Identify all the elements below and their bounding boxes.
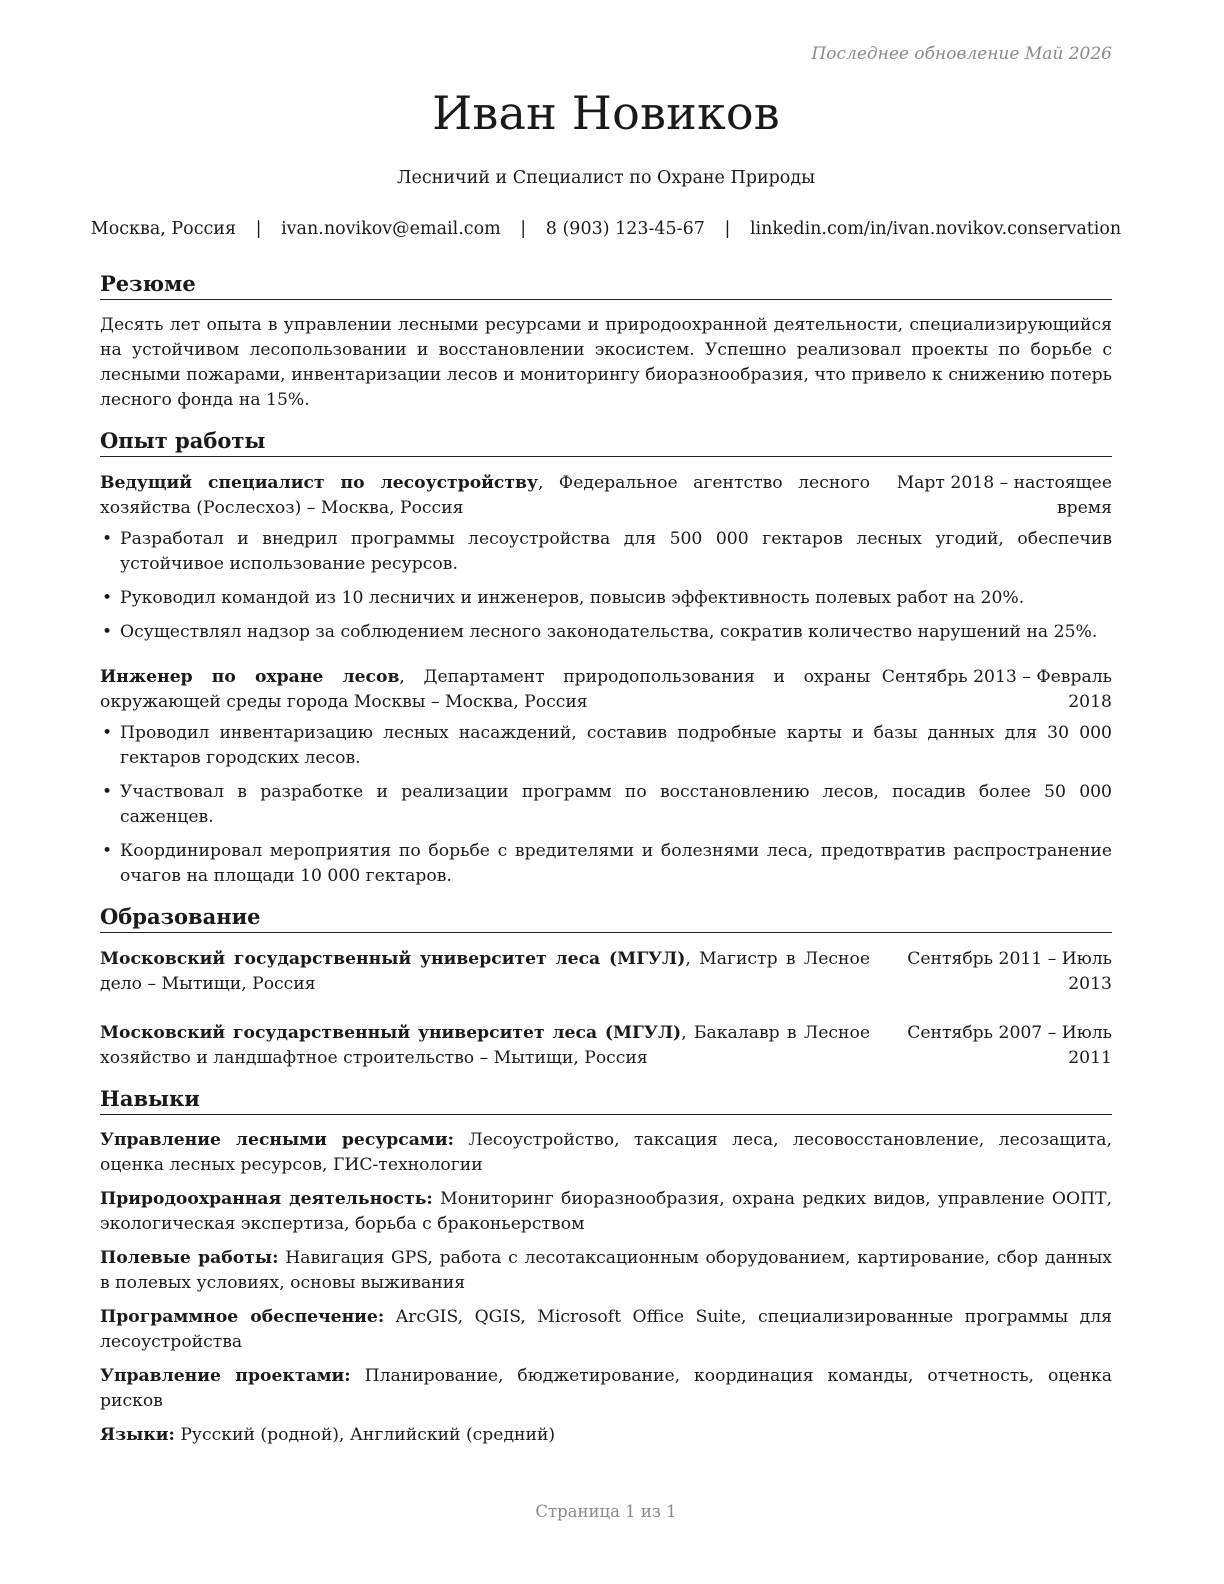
bullet-text: Координировал мероприятия по борьбе с вредителями и болезнями леса, предотвратив распространение очагов на площади 10 000 гектаров.: [120, 841, 1112, 886]
skills-section: [100, 1085, 1112, 1448]
skill-label: Языки:: [100, 1425, 175, 1445]
skill-text: Навигация GPS, работа с лесотаксационным оборудованием, картирование, сбор данных в полевых условиях, основы выживания: [100, 1248, 1112, 1293]
education-school: Московский государственный университет леса (МГУЛ): [100, 949, 686, 969]
contact-separator: |: [724, 219, 731, 239]
skill-label: Программное обеспечение:: [100, 1307, 385, 1327]
bullet-item: [100, 586, 1112, 611]
experience-section: [100, 427, 1112, 889]
section-heading-education: Образование: [100, 903, 1112, 933]
experience-bullets: [100, 527, 1112, 645]
skill-text: Мониторинг биоразнообразия, охрана редких видов, управление ООПТ, экологическая экспертиза, борьба с браконьерством: [100, 1189, 1112, 1234]
bullet-icon: •: [102, 723, 113, 743]
section-heading-skills: Навыки: [100, 1085, 1112, 1115]
page-number: Страница 1 из 1: [535, 1502, 677, 1521]
contact-phone[interactable]: 8 (903) 123-45-67: [545, 219, 705, 239]
experience-role: Ведущий специалист по лесоустройству: [100, 473, 538, 493]
education-dates: Сентябрь 2007 – Июль 2011: [907, 1023, 1112, 1068]
experience-position: [100, 471, 870, 521]
bullet-item: [100, 721, 1112, 771]
bullet-icon: •: [102, 622, 113, 642]
education-entry-header: [100, 947, 1112, 997]
bullet-text: Участвовал в разработке и реализации программ по восстановлению лесов, посадив более 50 000 саженцев.: [120, 782, 1112, 827]
skill-text: ArcGIS, QGIS, Microsoft Office Suite, специализированные программы для лесоустройства: [100, 1307, 1112, 1352]
bullet-text: Разработал и внедрил программы лесоустройства для 500 000 гектаров лесных угодий, обеспечив устойчивое использование ресурсов.: [120, 529, 1112, 574]
skill-text: Планирование, бюджетирование, координация команды, отчетность, оценка рисков: [100, 1366, 1112, 1411]
section-heading-experience: Опыт работы: [100, 427, 1112, 457]
section-heading-summary: Резюме: [100, 270, 1112, 300]
education-degree: [100, 1021, 870, 1071]
candidate-name: Иван Новиков: [432, 86, 780, 140]
skill-label: Полевые работы:: [100, 1248, 279, 1268]
summary-section: [100, 270, 1112, 413]
experience-bullets: [100, 721, 1112, 889]
skill-label: Управление проектами:: [100, 1366, 351, 1386]
contact-location: Москва, Россия: [90, 219, 237, 239]
skill-item: [100, 1187, 1112, 1237]
contact-separator: |: [520, 219, 527, 239]
education-entry: [100, 1021, 1112, 1071]
skill-label: Управление лесными ресурсами:: [100, 1130, 454, 1150]
experience-role: Инженер по охране лесов: [100, 667, 400, 687]
education-school: Московский государственный университет леса (МГУЛ): [100, 1023, 682, 1043]
education-program: , Бакалавр в Лесное хозяйство и ландшафтное строительство – Мытищи, Россия: [100, 1023, 870, 1068]
bullet-icon: •: [102, 782, 113, 802]
bullet-icon: •: [102, 588, 113, 608]
resume-content: [100, 270, 1112, 1462]
bullet-text: Руководил командой из 10 лесничих и инженеров, повысив эффективность полевых работ на 20%.: [120, 588, 1025, 608]
education-entry: [100, 947, 1112, 997]
bullet-item: [100, 527, 1112, 577]
experience-position: [100, 665, 870, 715]
skill-item: [100, 1305, 1112, 1355]
education-dates: Сентябрь 2011 – Июль 2013: [907, 949, 1112, 994]
experience-entry-header: [100, 665, 1112, 715]
experience-entry: [100, 471, 1112, 645]
summary-text: Десять лет опыта в управлении лесными ресурсами и природоохранной деятельности, специализирующийся на устойчивом лесопользовании и восстановлении экосистем. Успешно реализовал проекты по борьбе с лесными пожарами, инвентаризации лесов и мониторингу биоразнообразия, что привело к снижению потерь лесного фонда на 15%.: [100, 315, 1112, 410]
skill-item: [100, 1364, 1112, 1414]
skill-text: Русский (родной), Английский (средний): [174, 1425, 556, 1445]
contact-linkedin[interactable]: linkedin.com/in/ivan.novikov.conservation: [749, 219, 1122, 239]
bullet-text: Проводил инвентаризацию лесных насаждений, составив подробные карты и базы данных для 30 000 гектаров городских лесов.: [120, 723, 1112, 768]
experience-entry-header: [100, 471, 1112, 521]
education-degree: [100, 947, 870, 997]
last-updated-date: Последнее обновление Май 2026: [811, 44, 1112, 64]
education-program: , Магистр в Лесное дело – Мытищи, Россия: [100, 949, 870, 994]
experience-organization: , Департамент природопользования и охраны окружающей среды города Москвы – Москва, Россия: [100, 667, 870, 712]
candidate-title: Лесничий и Специалист по Охране Природы: [396, 168, 816, 188]
skill-item: [100, 1423, 1112, 1448]
bullet-text: Осуществлял надзор за соблюдением лесного законодательства, сократив количество нарушений на 25%.: [120, 622, 1098, 642]
skill-label: Природоохранная деятельность:: [100, 1189, 433, 1209]
education-entry-header: [100, 1021, 1112, 1071]
bullet-item: [100, 620, 1112, 645]
contact-line: [0, 219, 1212, 239]
skill-item: [100, 1246, 1112, 1296]
contact-separator: |: [255, 219, 262, 239]
experience-dates: Сентябрь 2013 – Февраль 2018: [881, 667, 1112, 712]
skill-text: Лесоустройство, таксация леса, лесовосстановление, лесозащита, оценка лесных ресурсов, ГИС-технологии: [100, 1130, 1112, 1175]
experience-dates: Март 2018 – настоящее время: [896, 473, 1112, 518]
education-section: [100, 903, 1112, 1071]
bullet-item: [100, 839, 1112, 889]
experience-entry: [100, 665, 1112, 889]
skill-item: [100, 1128, 1112, 1178]
bullet-icon: •: [102, 529, 113, 549]
experience-organization: , Федеральное агентство лесного хозяйства (Рослесхоз) – Москва, Россия: [100, 473, 870, 518]
bullet-icon: •: [102, 841, 113, 861]
contact-email[interactable]: ivan.novikov@email.com: [281, 219, 501, 239]
bullet-item: [100, 780, 1112, 830]
